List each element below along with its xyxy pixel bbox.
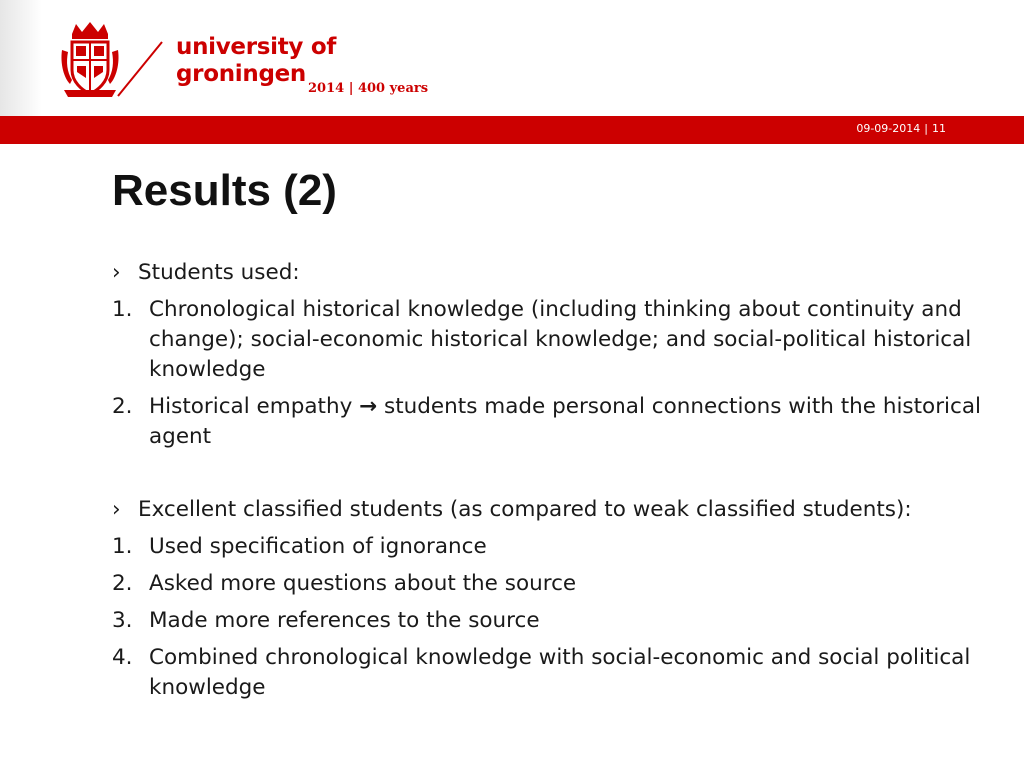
bullet-chevron-icon: › [112,260,121,285]
list-item [112,392,992,452]
slide-title: Results (2) [112,166,337,215]
list-number: 1. [112,297,133,322]
slide-meta [856,122,946,135]
list-item [112,643,992,703]
list-item-text: Used specification of ignorance [149,534,487,559]
list-item-text: Combined chronological knowledge with social-economic and social political knowledge [149,645,971,700]
list-item [112,258,992,288]
slide-date: 09-09-2014 [856,122,921,135]
logo-slash-divider [112,36,172,100]
list-item-text: Made more references to the source [149,608,540,633]
list-item [112,495,992,525]
list-item-text [149,392,992,452]
list-item [112,606,992,636]
list-item-text: Chronological historical knowledge (including thinking about continuity and change); social-economic historical knowledge; and social-political historical knowledge [149,297,972,382]
arrow-right-icon: → [359,394,378,419]
slide-body [112,258,992,710]
left-shadow-decoration [0,0,42,116]
section-spacer [112,459,992,495]
wordmark-line-1: university of [176,34,337,60]
list-number: 1. [112,534,133,559]
list-item-text-part: students made personal connections with the historical agent [149,394,981,449]
list-item [112,295,992,385]
list-number: 2. [112,394,133,419]
list-item-text-part: Historical empathy [149,394,353,419]
list-item [112,532,992,562]
meta-separator: | [924,122,928,135]
bullet-chevron-icon: › [112,497,121,522]
university-wordmark [176,34,336,88]
section-heading: Excellent classified students (as compared to weak classified students): [138,497,912,522]
wordmark-line-2: groningen [176,61,306,87]
header-red-bar [0,116,1024,144]
section-heading: Students used: [138,260,300,285]
list-number: 4. [112,645,133,670]
list-number: 3. [112,608,133,633]
slide-page-number: 11 [932,122,946,135]
list-item [112,569,992,599]
anniversary-label: 2014 | 400 years [308,81,429,96]
list-number: 2. [112,571,133,596]
list-item-text: Asked more questions about the source [149,571,577,596]
